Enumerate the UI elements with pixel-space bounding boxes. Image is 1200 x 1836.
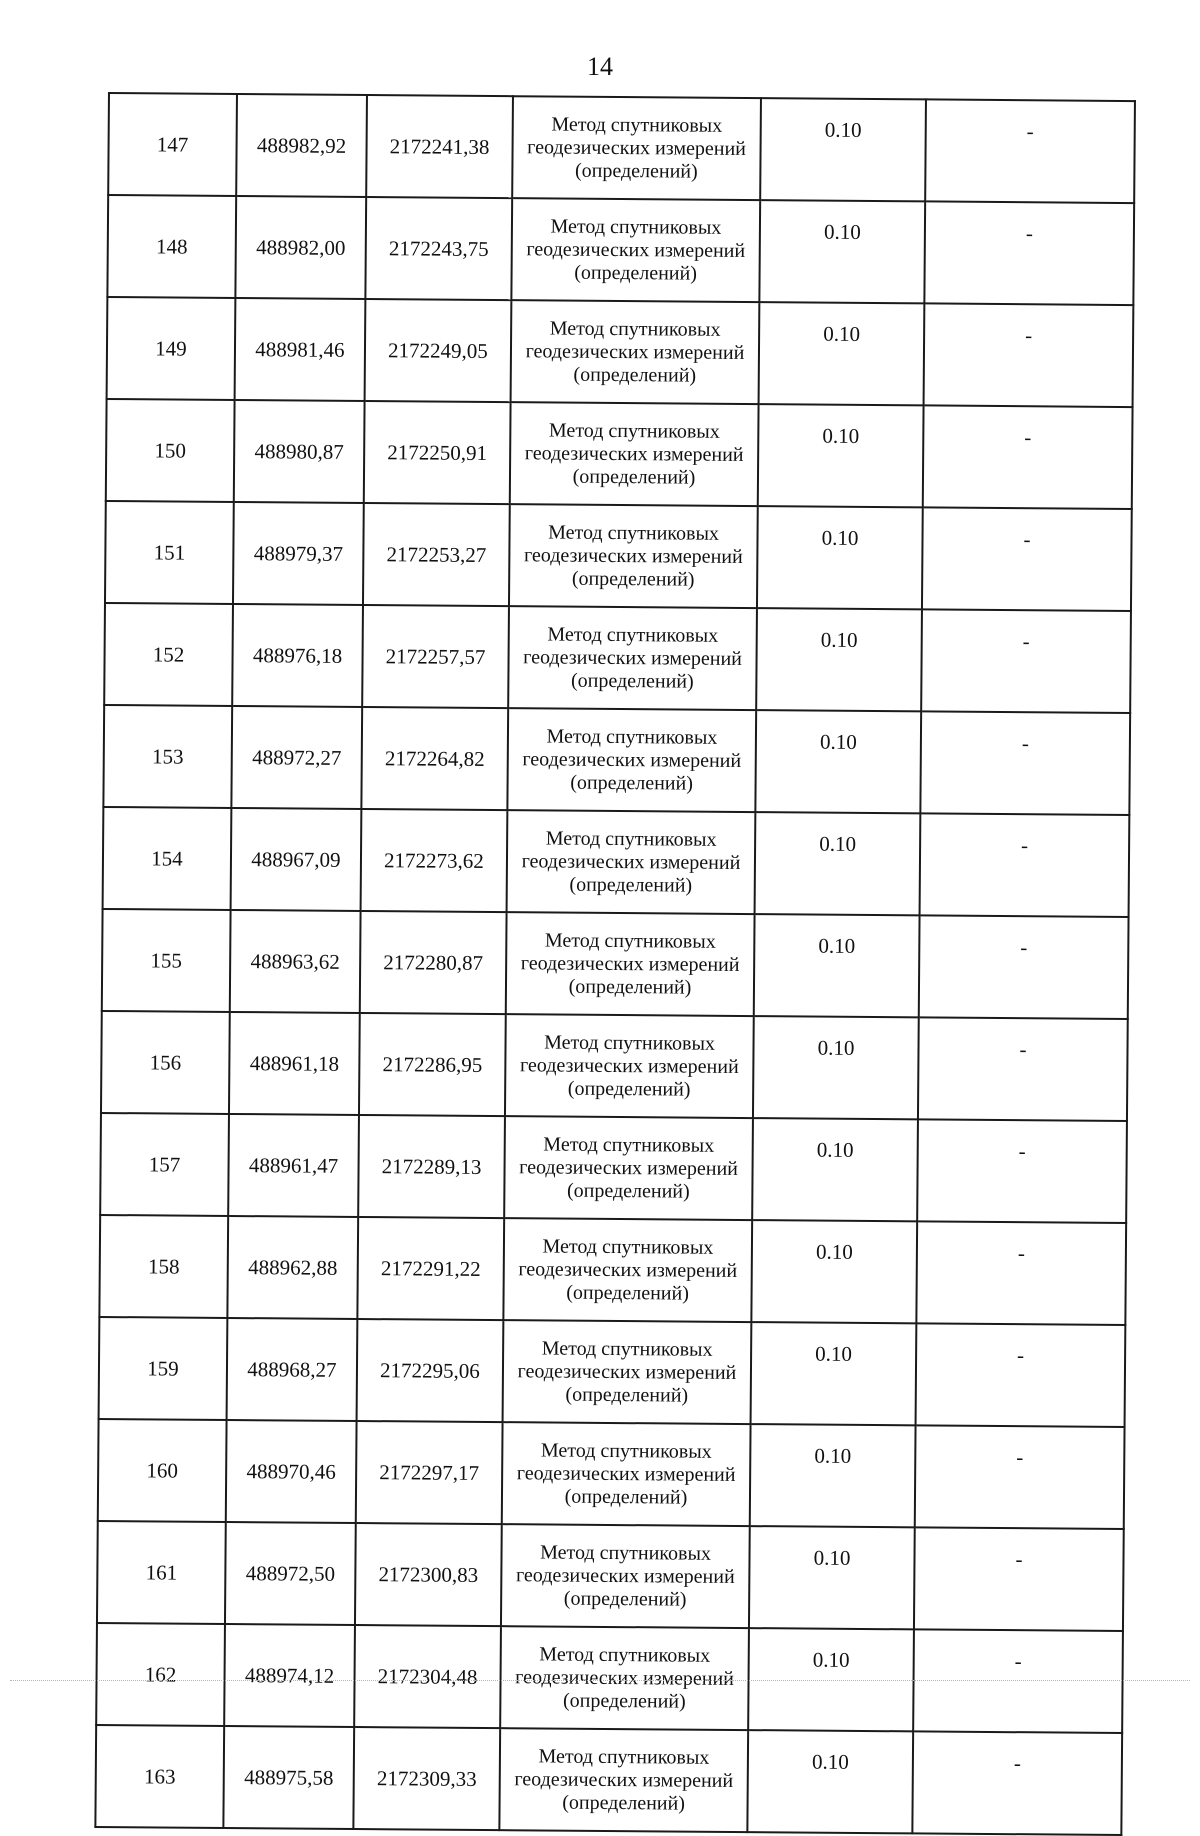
note-cell: - (922, 507, 1132, 611)
method-line-3: (определений) (566, 1179, 690, 1203)
method-cell (507, 810, 756, 914)
method-line-3: (определений) (571, 567, 695, 591)
y-coordinate-cell: 2172273,62 (361, 809, 508, 912)
method-line-1: Метод спутниковых (548, 418, 720, 443)
x-coordinate-cell: 488980,87 (234, 400, 365, 503)
table-row (107, 195, 1134, 305)
x-coordinate-cell: 488982,92 (236, 94, 367, 197)
y-coordinate-cell: 2172286,95 (359, 1013, 506, 1116)
accuracy-cell: 0.10 (749, 1526, 915, 1629)
accuracy-cell: 0.10 (759, 200, 925, 303)
method-line-2: геодезических измерений (525, 339, 745, 364)
point-number-cell: 153 (103, 705, 232, 808)
point-number-cell: 160 (98, 1419, 227, 1522)
x-coordinate-cell: 488972,50 (225, 1522, 356, 1625)
y-coordinate-cell: 2172280,87 (360, 911, 507, 1014)
x-coordinate-cell: 488968,27 (227, 1318, 358, 1421)
accuracy-cell: 0.10 (755, 710, 921, 813)
note-cell: - (915, 1425, 1125, 1529)
point-number-cell: 159 (99, 1317, 228, 1420)
method-line-2: геодезических измерений (519, 1155, 739, 1180)
y-coordinate-cell: 2172264,82 (361, 707, 508, 810)
y-coordinate-cell: 2172257,57 (362, 605, 509, 708)
x-coordinate-cell: 488963,62 (230, 910, 361, 1013)
coordinates-table-body (95, 93, 1135, 1835)
method-cell (511, 198, 760, 302)
method-line-2: геодезических измерений (523, 543, 743, 568)
method-line-3: (определений) (570, 669, 694, 693)
method-line-2: геодезических измерений (515, 1563, 735, 1588)
table-row (104, 603, 1131, 713)
accuracy-cell: 0.10 (752, 1118, 918, 1221)
y-coordinate-cell: 2172249,05 (365, 299, 512, 402)
accuracy-cell: 0.10 (747, 1730, 913, 1833)
note-cell: - (920, 711, 1130, 815)
note-cell: - (912, 1731, 1122, 1835)
method-line-2: геодезических измерений (527, 135, 747, 160)
method-cell (505, 1014, 754, 1118)
note-cell: - (913, 1629, 1123, 1733)
method-cell (503, 1218, 752, 1322)
method-line-3: (определений) (563, 1587, 687, 1611)
x-coordinate-cell: 488962,88 (227, 1216, 358, 1319)
table-row (99, 1215, 1126, 1325)
method-line-2: геодезических измерений (522, 747, 742, 772)
method-line-2: геодезических измерений (520, 951, 740, 976)
y-coordinate-cell: 2172241,38 (366, 95, 513, 198)
point-number-cell: 155 (102, 909, 231, 1012)
accuracy-cell: 0.10 (748, 1628, 914, 1731)
method-line-3: (определений) (568, 975, 692, 999)
method-line-3: (определений) (562, 1791, 685, 1815)
method-line-3: (определений) (566, 1281, 689, 1305)
scan-artifact-line (10, 1680, 1190, 1682)
accuracy-cell: 0.10 (754, 914, 920, 1017)
y-coordinate-cell: 2172291,22 (357, 1217, 504, 1320)
method-cell (512, 96, 761, 200)
method-line-3: (определений) (562, 1689, 686, 1713)
accuracy-cell: 0.10 (759, 302, 925, 405)
note-cell: - (919, 915, 1129, 1019)
method-line-1: Метод спутниковых (544, 928, 716, 953)
method-line-2: геодезических измерений (524, 441, 744, 466)
table-row (103, 807, 1130, 917)
method-line-2: геодезических измерений (523, 645, 743, 670)
point-number-cell: 154 (103, 807, 232, 910)
method-line-1: Метод спутниковых (551, 112, 723, 137)
y-coordinate-cell: 2172297,17 (356, 1421, 503, 1524)
method-cell (510, 402, 759, 506)
method-line-3: (определений) (574, 261, 698, 285)
accuracy-cell: 0.10 (751, 1220, 917, 1323)
table-row (107, 297, 1134, 407)
table-row (100, 1113, 1127, 1223)
method-line-2: геодезических измерений (521, 849, 741, 874)
method-cell (506, 912, 755, 1016)
method-line-3: (определений) (573, 363, 697, 387)
method-line-3: (определений) (572, 465, 696, 489)
table-row (96, 1623, 1123, 1733)
table-row (106, 399, 1133, 509)
accuracy-cell: 0.10 (758, 404, 924, 507)
point-number-cell: 157 (100, 1113, 229, 1216)
table-row (102, 909, 1129, 1019)
method-cell (509, 504, 758, 608)
note-cell: - (917, 1119, 1127, 1223)
method-line-1: Метод спутниковых (545, 826, 717, 851)
method-cell (507, 708, 756, 812)
point-number-cell: 148 (107, 195, 236, 298)
note-cell: - (924, 303, 1134, 407)
method-line-1: Метод спутниковых (540, 1438, 712, 1463)
method-cell (499, 1728, 748, 1832)
method-line-3: (определений) (570, 771, 694, 795)
note-cell: - (918, 1017, 1128, 1121)
method-cell (511, 300, 760, 404)
point-number-cell: 156 (101, 1011, 230, 1114)
y-coordinate-cell: 2172295,06 (357, 1319, 504, 1422)
point-number-cell: 151 (105, 501, 234, 604)
point-number-cell: 150 (106, 399, 235, 502)
y-coordinate-cell: 2172309,33 (353, 1727, 500, 1830)
note-cell: - (916, 1323, 1126, 1427)
note-cell: - (920, 813, 1130, 917)
method-line-3: (определений) (569, 873, 693, 897)
table-row (99, 1317, 1126, 1427)
accuracy-cell: 0.10 (760, 98, 926, 201)
note-cell: - (921, 609, 1131, 713)
x-coordinate-cell: 488981,46 (235, 298, 366, 401)
point-number-cell: 162 (96, 1623, 225, 1726)
method-line-1: Метод спутниковых (544, 1030, 716, 1055)
table-row (103, 705, 1130, 815)
point-number-cell: 161 (97, 1521, 226, 1624)
method-line-1: Метод спутниковых (541, 1336, 713, 1361)
method-line-3: (определений) (564, 1485, 688, 1509)
method-cell (504, 1116, 753, 1220)
y-coordinate-cell: 2172250,91 (364, 401, 511, 504)
x-coordinate-cell: 488961,47 (228, 1114, 359, 1217)
y-coordinate-cell: 2172243,75 (365, 197, 512, 300)
x-coordinate-cell: 488982,00 (235, 196, 366, 299)
point-number-cell: 158 (99, 1215, 228, 1318)
method-line-1: Метод спутниковых (547, 622, 719, 647)
x-coordinate-cell: 488970,46 (226, 1420, 357, 1523)
table-row (95, 1725, 1122, 1835)
method-line-2: геодезических измерений (515, 1665, 735, 1690)
method-line-1: Метод спутниковых (549, 316, 721, 341)
x-coordinate-cell: 488972,27 (231, 706, 362, 809)
x-coordinate-cell: 488961,18 (229, 1012, 360, 1115)
x-coordinate-cell: 488975,58 (223, 1726, 354, 1829)
accuracy-cell: 0.10 (756, 608, 922, 711)
note-cell: - (914, 1527, 1124, 1631)
method-line-2: геодезических измерений (516, 1461, 736, 1486)
y-coordinate-cell: 2172289,13 (358, 1115, 505, 1218)
method-line-1: Метод спутниковых (548, 520, 720, 545)
point-number-cell: 147 (108, 93, 237, 196)
method-line-3: (определений) (574, 159, 698, 183)
accuracy-cell: 0.10 (757, 506, 923, 609)
y-coordinate-cell: 2172304,48 (354, 1625, 501, 1728)
method-line-1: Метод спутниковых (543, 1132, 715, 1157)
method-line-1: Метод спутниковых (538, 1744, 710, 1769)
method-cell (501, 1524, 750, 1628)
method-line-3: (определений) (565, 1383, 689, 1407)
method-line-2: геодезических измерений (518, 1257, 738, 1282)
note-cell: - (923, 405, 1133, 509)
x-coordinate-cell: 488976,18 (232, 604, 363, 707)
method-line-3: (определений) (567, 1077, 691, 1101)
accuracy-cell: 0.10 (753, 1016, 919, 1119)
method-line-2: геодезических измерений (519, 1053, 739, 1078)
note-cell: - (925, 99, 1135, 203)
method-line-2: геодезических измерений (514, 1767, 734, 1792)
y-coordinate-cell: 2172300,83 (355, 1523, 502, 1626)
point-number-cell: 149 (107, 297, 236, 400)
method-line-2: геодезических измерений (517, 1359, 737, 1384)
method-cell (508, 606, 757, 710)
table-row (98, 1419, 1125, 1529)
note-cell: - (916, 1221, 1126, 1325)
page-number: 14 (587, 52, 613, 81)
method-cell (500, 1626, 749, 1730)
coordinates-table (94, 92, 1136, 1836)
point-number-cell: 152 (104, 603, 233, 706)
method-line-1: Метод спутниковых (542, 1234, 714, 1259)
table-row (101, 1011, 1128, 1121)
note-cell: - (924, 201, 1134, 305)
method-line-2: геодезических измерений (526, 237, 746, 262)
accuracy-cell: 0.10 (755, 812, 921, 915)
table-row (97, 1521, 1124, 1631)
accuracy-cell: 0.10 (751, 1322, 917, 1425)
method-line-1: Метод спутниковых (539, 1642, 711, 1667)
accuracy-cell: 0.10 (750, 1424, 916, 1527)
point-number-cell: 163 (95, 1725, 224, 1828)
x-coordinate-cell: 488979,37 (233, 502, 364, 605)
method-line-1: Метод спутниковых (546, 724, 718, 749)
method-line-1: Метод спутниковых (550, 214, 722, 239)
method-cell (503, 1320, 752, 1424)
table-row (108, 93, 1135, 203)
table-row (105, 501, 1132, 611)
method-cell (502, 1422, 751, 1526)
x-coordinate-cell: 488967,09 (231, 808, 362, 911)
y-coordinate-cell: 2172253,27 (363, 503, 510, 606)
method-line-1: Метод спутниковых (540, 1540, 712, 1565)
x-coordinate-cell: 488974,12 (224, 1624, 355, 1727)
